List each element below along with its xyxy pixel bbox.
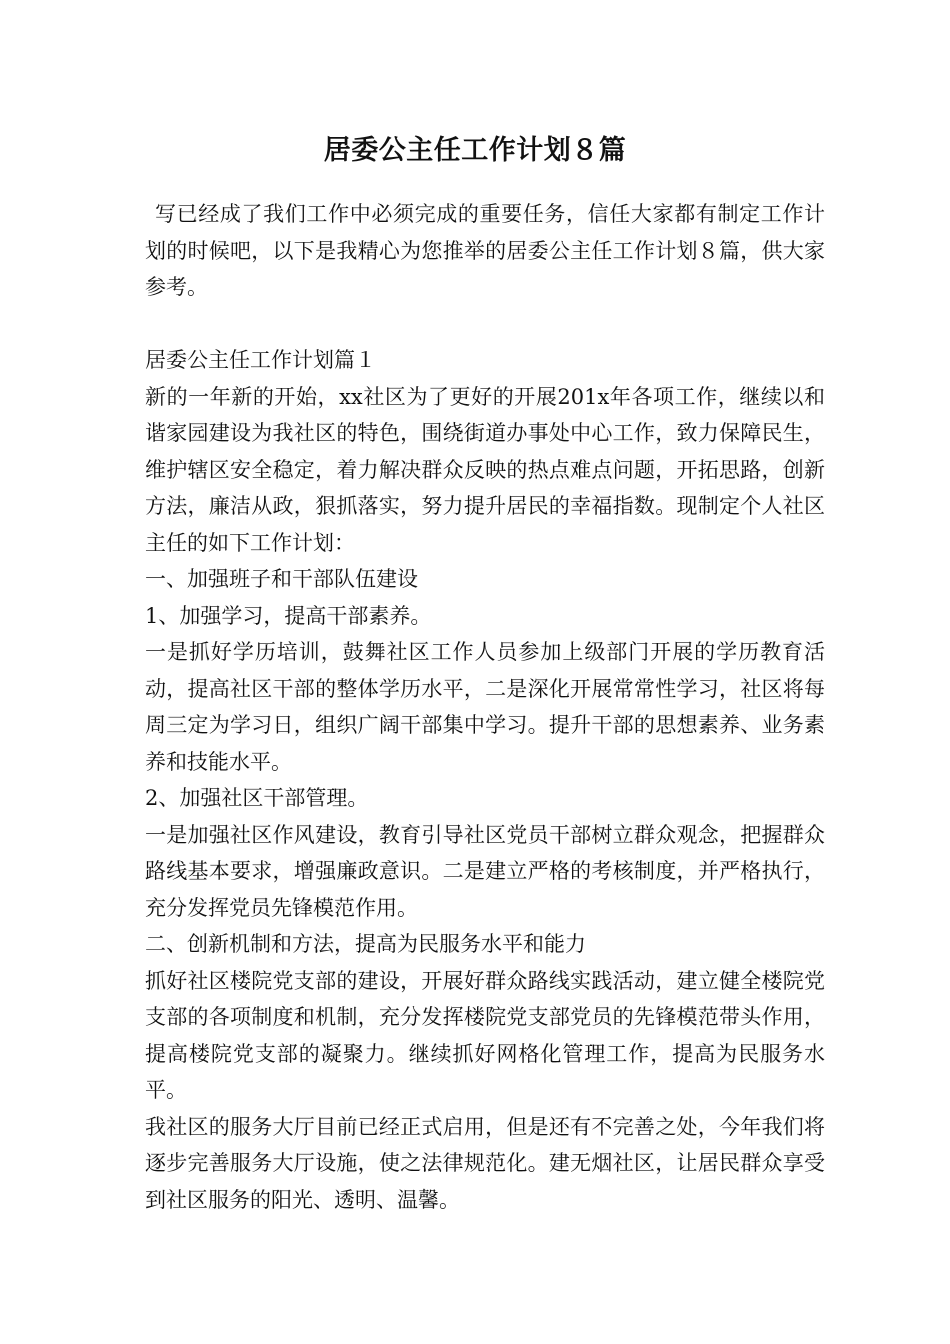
paragraph-management: 一是加强社区作风建设，教育引导社区党员干部树立群众观念，把握群众路线基本要求，增强廉政意识。二是建立严格的考核制度，并严格执行，充分发挥党员先锋模范作用。 [145, 822, 825, 920]
paragraph-study: 一是抓好学历培训，鼓舞社区工作人员参加上级部门开展的学历教育活动，提高社区干部的整体学历水平，二是深化开展常常性学习，社区将每周三定为学习日，组织广阔干部集中学习。提升干部的思想素养、业务素养和技能水平。 [145, 640, 825, 774]
paragraph-spacer [145, 306, 825, 343]
paragraph-overview: 新的一年新的开始，xx社区为了更好的开展201x年各项工作，继续以和谐家园建设为我社区的特色，围绕街道办事处中心工作，致力保障民生，维护辖区安全稳定，着力解决群众反映的热点难点问题，开拓思路，创新方法，廉洁从政，狠抓落实，努力提升居民的幸福指数。现制定个人社区主任的如下工作计划： [145, 384, 825, 555]
heading-innovation: 二、创新机制和方法，提高为民服务水平和能力 [145, 932, 586, 956]
section-heading: 居委公主任工作计划篇１ [145, 348, 376, 372]
intro-paragraph: 写已经成了我们工作中必须完成的重要任务，信任大家都有制定工作计划的时候吧，以下是我精心为您推举的居委公主任工作计划８篇，供大家参考。 [145, 202, 825, 299]
heading-team-building: 一、加强班子和干部队伍建设 [145, 567, 418, 591]
document-title: 居委公主任工作计划８篇 [323, 135, 627, 166]
paragraph-party-branch: 抓好社区楼院党支部的建设，开展好群众路线实践活动，建立健全楼院党支部的各项制度和机制，充分发挥楼院党支部党员的先锋模范带头作用，提高楼院党支部的凝聚力。继续抓好网格化管理工作，提高为民服务水平。 [145, 968, 825, 1102]
document-body [145, 196, 825, 1218]
subheading-study: 1、加强学习，提高干部素养。 [145, 603, 432, 628]
subheading-management: 2、加强社区干部管理。 [145, 786, 369, 810]
paragraph-service-hall: 我社区的服务大厅目前已经正式启用，但是还有不完善之处，今年我们将逐步完善服务大厅设施，使之法律规范化。建无烟社区，让居民群众享受到社区服务的阳光、透明、温馨。 [145, 1114, 825, 1212]
